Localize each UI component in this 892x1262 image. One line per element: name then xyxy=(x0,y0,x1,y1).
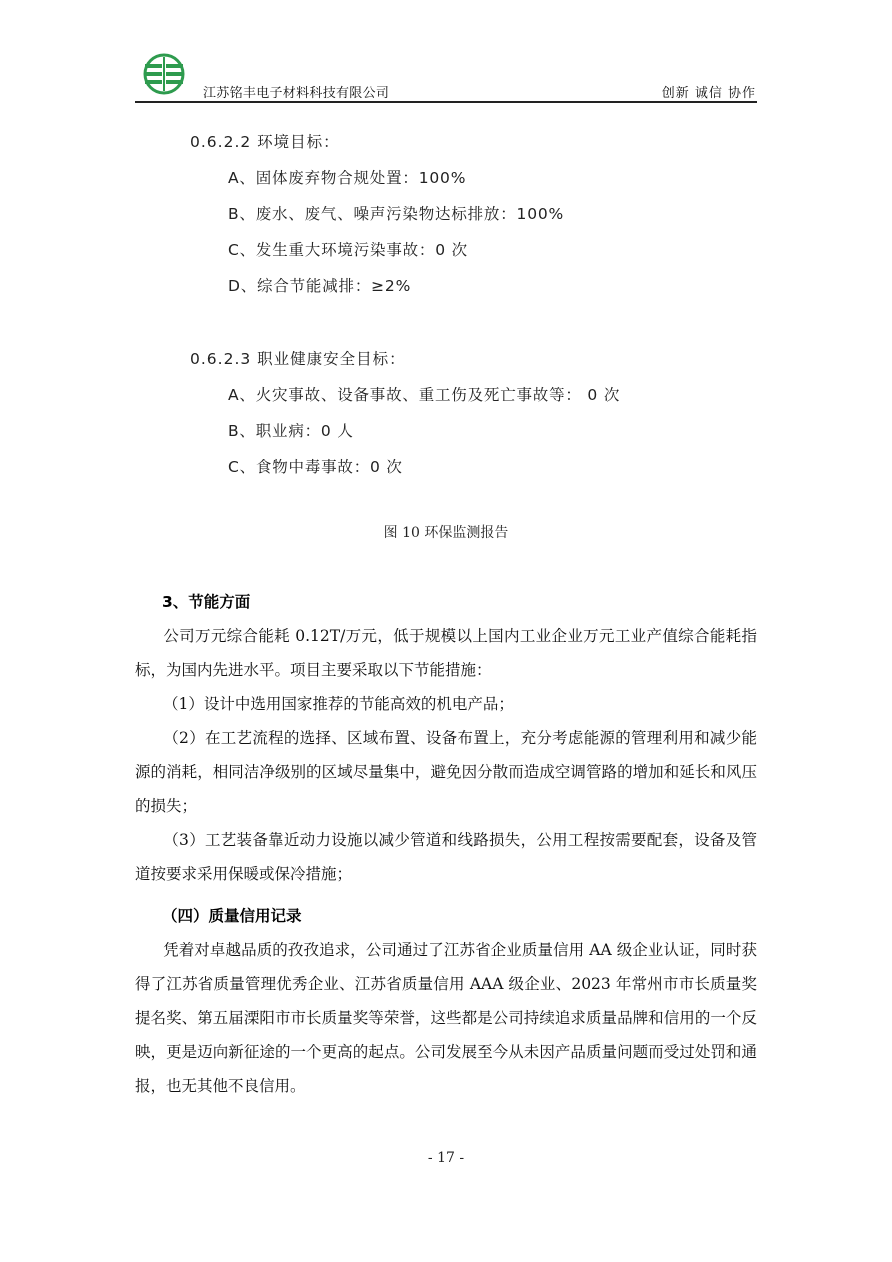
company-motto: 创新 诚信 协作 xyxy=(661,86,756,101)
company-logo xyxy=(142,52,186,96)
quality-section-title: （四）质量信用记录 xyxy=(162,907,302,925)
ohs-objective-item: B、职业病：0 人 xyxy=(228,422,354,440)
env-objective-item: D、综合节能减排：≥2% xyxy=(228,277,412,295)
energy-measure-1 xyxy=(135,687,757,721)
ohs-objective-item: A、火灾事故、设备事故、重工伤及死亡事故等： 0 次 xyxy=(228,386,621,404)
ohs-objective-item: C、食物中毒事故：0 次 xyxy=(228,458,403,476)
energy-paragraph-text: 公司万元综合能耗 0.12T/万元，低于规模以上国内工业企业万元工业产值综合能耗指标，为国内先进水平。项目主要采取以下节能措施： xyxy=(135,627,757,679)
ohs-objectives-heading: 0.6.2.3 职业健康安全目标： xyxy=(190,350,406,368)
header-divider xyxy=(135,101,757,103)
env-objectives-heading: 0.6.2.2 环境目标： xyxy=(190,133,340,151)
energy-measure-text: （2）在工艺流程的选择、区域布置、设备布置上，充分考虑能源的管理利用和减少能源的消耗，相同洁净级别的区域尽量集中，避免因分散而造成空调管路的增加和延长和风压的损失； xyxy=(135,729,757,815)
energy-measure-text: （1）设计中选用国家推荐的节能高效的机电产品； xyxy=(163,695,514,713)
quality-paragraph xyxy=(135,933,757,1103)
quality-paragraph-text: 凭着对卓越品质的孜孜追求，公司通过了江苏省企业质量信用 AA 级企业认证，同时获得了江苏省质量管理优秀企业、江苏省质量信用 AAA 级企业、2023 年常州市市长质量奖提名奖、第五届溧阳市市长质量奖等荣誉，这些都是公司持续追求质量品牌和信用的一个反映，更是迈向新征途的一个更高的起点。公司发展至今从未因产品质量问题而受过处罚和通报，也无其他不良信用。 xyxy=(135,941,757,1095)
env-objective-item: C、发生重大环境污染事故：0 次 xyxy=(228,241,468,259)
energy-paragraph xyxy=(135,619,757,687)
env-objective-item: A、固体废弃物合规处置：100% xyxy=(228,169,467,187)
env-objective-item: B、废水、废气、噪声污染物达标排放：100% xyxy=(228,205,565,223)
figure-caption: 图 10 环保监测报告 xyxy=(383,525,509,541)
energy-measure-3 xyxy=(135,823,757,891)
energy-measure-2 xyxy=(135,721,757,823)
energy-section-title: 3、节能方面 xyxy=(162,593,251,611)
company-name: 江苏铭丰电子材料科技有限公司 xyxy=(203,86,390,101)
page-number: - 17 - xyxy=(427,1150,465,1166)
energy-measure-text: （3）工艺装备靠近动力设施以减少管道和线路损失，公用工程按需要配套，设备及管道按要求采用保暖或保冷措施； xyxy=(135,831,757,883)
